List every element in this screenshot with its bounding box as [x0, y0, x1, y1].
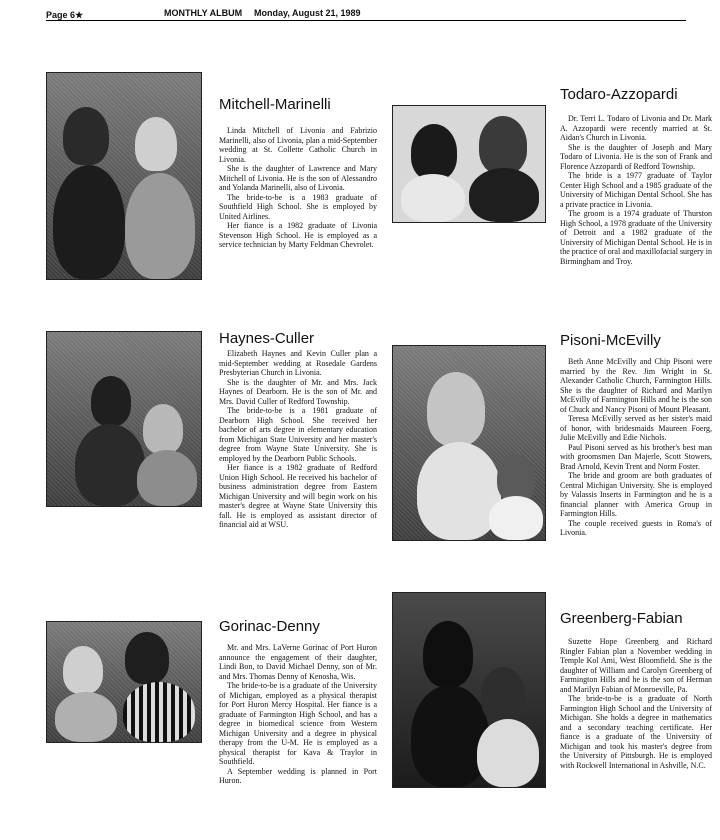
- announcement-headline: Pisoni-McEvilly: [560, 332, 661, 349]
- issue-date: Monday, August 21, 1989: [254, 8, 361, 18]
- paragraph: The groom is a 1974 graduate of Thurston High School, a 1978 graduate of the University of Detroit and a 1982 graduate of the University of Michigan Dental School. He is in the practice of oral and maxillofacial surgery in Birmingham and Troy.: [560, 209, 713, 266]
- paragraph: The couple received guests in Roma's of Livonia.: [560, 518, 712, 537]
- paragraph: Her fiance is a 1982 graduate of Redford Union High School. He received his bachelor of business administration degree from Eastern Michigan University and will begin work on his master's degree at Wayne State University this fall. He is employed as assistant director of financial aid at WSU.: [219, 463, 377, 529]
- paragraph: Elizabeth Haynes and Kevin Culler plan a mid-September wedding at Rosedale Gardens Presbyterian Church in Livonia.: [219, 349, 377, 377]
- paragraph: The bride-to-be is a graduate of North Farmington High School and the University of Michigan. She holds a degree in mathematics and a secondary teaching certificate. Her fiance is a graduate of the University of Michigan and took his master's degree from the University of Pittsburgh. He is employed with Rockwell International in Ashville, N.C.: [560, 694, 712, 770]
- announcement-headline: Todaro-Azzopardi: [560, 86, 678, 103]
- paragraph: Teresa McEvilly served as her sister's maid of honor, with bridesmaids Maureen Foerg, Julie McEvilly and Edie Nichols.: [560, 414, 712, 442]
- paragraph: Beth Anne McEvilly and Chip Pisoni were married by the Rev. Jim Wright in St. Alexander Catholic Church, Farmington Hills. She is the daughter of Richard and Marilyn McEvilly of Farmington Hills and he is the son of Chuck and Nancy Pisoni of Mount Pleasant.: [560, 357, 712, 414]
- paragraph: Suzette Hope Greenberg and Richard Ringler Fabian plan a November wedding in Temple Kol Ami, West Bloomfield. She is the daughter of William and Carolyn Greenberg of Farmington Hills and he is the son of Herman and Marilyn Fabian of Monroeville, Pa.: [560, 637, 712, 694]
- paragraph: The bride and groom are both graduates of Central Michigan University. She is employed by Valassis Inserts in Farmington and he is a financial planner with America Group in Farmington Hills.: [560, 471, 712, 518]
- announcement-body: [219, 643, 377, 786]
- header-rule: [46, 20, 686, 21]
- paragraph: A September wedding is planned in Port Huron.: [219, 766, 377, 785]
- paragraph: She is the daughter of Mr. and Mrs. Jack Haynes of Dearborn. He is the son of Mr. and Mrs. David Culler of Redford Township.: [219, 377, 377, 406]
- paragraph: Dr. Terri L. Todaro of Livonia and Dr. Mark A. Azzopardi were recently married at St. Aidan's Church in Livonia.: [560, 114, 712, 142]
- paragraph: The bride-to-be is a 1983 graduate of Southfield High School. She is employed by United Airlines.: [219, 192, 377, 221]
- paragraph: The bride-to-be is a 1981 graduate of Dearborn High School. She received her bachelor of arts degree in elementary education from Michigan State University and her master's degree from Wayne State University. She is employed by the Dearborn Public Schools.: [219, 406, 377, 463]
- announcement-headline: Gorinac-Denny: [219, 618, 320, 635]
- couple-photo: [46, 72, 202, 280]
- couple-photo: [392, 592, 546, 788]
- announcement-body: [560, 114, 712, 266]
- couple-photo: [46, 621, 202, 743]
- couple-photo: [392, 345, 546, 541]
- page-header: [46, 8, 686, 24]
- announcement-body: [560, 357, 712, 538]
- couple-photo: [46, 331, 202, 507]
- announcement-body: [219, 349, 377, 530]
- announcement-headline: Mitchell-Marinelli: [219, 96, 331, 113]
- couple-photo: [392, 105, 546, 223]
- announcement-body: [219, 126, 377, 250]
- announcement-headline: Haynes-Culler: [219, 330, 315, 347]
- paragraph: The bride is a 1977 graduate of Taylor Center High School and a 1985 graduate of the University of Michigan Dental School. She has a private practice in Livonia.: [560, 171, 712, 209]
- paragraph: Her fiance is a 1982 graduate of Livonia Stevenson High School. He is employed as a service technician by Marty Feldman Chevrolet.: [219, 221, 377, 249]
- page-number: Page 6★: [46, 10, 84, 20]
- paragraph: Paul Pisoni served as his brother's best man with groomsmen Dan Majerle, Scott Stowers, Brad Arnold, Kevin Trent and Norm Foster.: [560, 442, 712, 471]
- publication-name: MONTHLY ALBUM: [164, 8, 243, 18]
- paragraph: Mr. and Mrs. LaVerne Gorinac of Port Huron announce the engagement of their daughter, Lindi Bon, to David Michael Denny, son of Mr. and Mrs. Thomas Denny of Kenosha, Wis.: [219, 643, 377, 681]
- paragraph: Linda Mitchell of Livonia and Fabrizio Marinelli, also of Livonia, plan a mid-September wedding at St. Collette Catholic Church in Livonia.: [219, 126, 377, 164]
- paragraph: She is the daughter of Joseph and Mary Todaro of Livonia. He is the son of Frank and Florence Azzopardi of Redford Township.: [560, 142, 712, 171]
- paragraph: She is the daughter of Lawrence and Mary Mitchell of Livonia. He is the son of Alessandro and Yolanda Marinelli, also of Livonia.: [219, 164, 377, 192]
- announcement-body: [560, 637, 712, 770]
- announcement-headline: Greenberg-Fabian: [560, 610, 683, 627]
- paragraph: The bride-to-be is a graduate of the University of Michigan, employed as a physical therapist for Port Huron Mercy Hospital. Her fiance is a graduate of Farmington High School, and has a degree in biomedical science from Western Michigan University and a degree in physical therapy from the U-M. He is employed as a physical therapist for Kava & Traylor in Southfield.: [219, 681, 377, 766]
